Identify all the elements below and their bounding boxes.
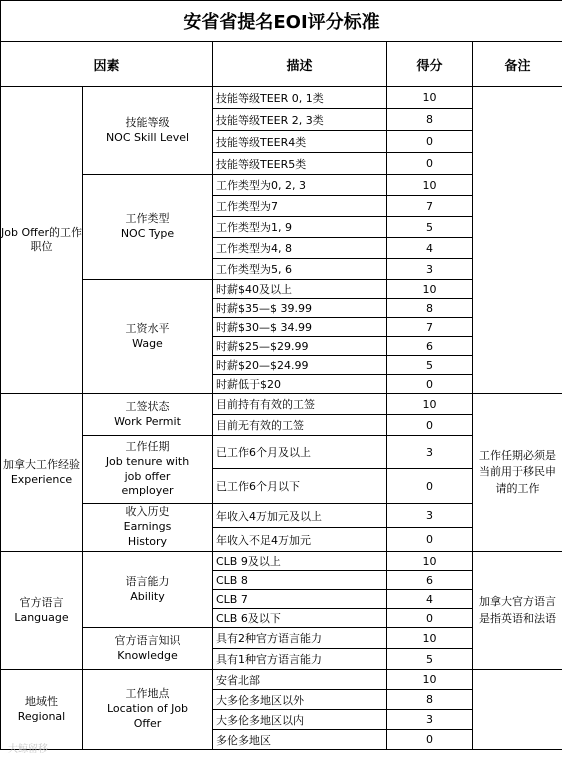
subfactor-cell-job-tenure <box>83 436 213 504</box>
row-score: 3 <box>387 436 473 469</box>
factor-label-en: Regional <box>17 709 66 723</box>
row-description: 多伦多地区 <box>213 730 387 750</box>
table-row <box>1 552 562 571</box>
row-description: 时薪$40及以上 <box>213 280 387 299</box>
row-description: 技能等级TEER 0, 1类 <box>213 87 387 109</box>
row-score: 5 <box>387 217 473 238</box>
row-score: 0 <box>387 153 473 175</box>
row-score: 4 <box>387 590 473 609</box>
row-score: 0 <box>387 609 473 628</box>
row-score: 3 <box>387 259 473 280</box>
table-row <box>1 670 562 690</box>
factor-label-zh: 地域性 <box>25 695 58 709</box>
subfactor-label-en: NOC Type <box>120 227 175 240</box>
row-description: 年收入不足4万加元 <box>213 528 387 552</box>
row-score: 7 <box>387 196 473 217</box>
row-score: 8 <box>387 109 473 131</box>
row-score: 0 <box>387 415 473 436</box>
row-score: 10 <box>387 552 473 571</box>
row-score: 8 <box>387 299 473 318</box>
row-score: 5 <box>387 356 473 375</box>
subfactor-label-en: Work Permit <box>114 414 181 428</box>
row-score: 6 <box>387 571 473 590</box>
row-score: 10 <box>387 670 473 690</box>
row-description: 工作类型为1, 9 <box>213 217 387 238</box>
row-score: 7 <box>387 318 473 337</box>
subfactor-cell-wage <box>83 280 213 394</box>
row-description: 大多伦多地区以外 <box>213 690 387 710</box>
subfactor-label-en: Knowledge <box>117 648 178 662</box>
row-score: 4 <box>387 238 473 259</box>
row-description: 年收入4万加元及以上 <box>213 504 387 528</box>
header-description: 描述 <box>213 42 387 87</box>
factor-cell-job-offer <box>1 87 83 394</box>
row-score: 10 <box>387 175 473 196</box>
row-description: 已工作6个月及以上 <box>213 436 387 469</box>
row-description: 安省北部 <box>213 670 387 690</box>
row-score: 0 <box>387 131 473 153</box>
subfactor-label-en: NOC Skill Level <box>105 130 190 144</box>
row-score: 3 <box>387 504 473 528</box>
header-score: 得分 <box>387 42 473 87</box>
row-description: CLB 9及以上 <box>213 552 387 571</box>
row-score: 0 <box>387 469 473 504</box>
row-description: 时薪$25—$29.99 <box>213 337 387 356</box>
row-description: 技能等级TEER 2, 3类 <box>213 109 387 131</box>
subfactor-cell-location <box>83 670 213 750</box>
row-description: 目前持有有效的工签 <box>213 394 387 415</box>
row-description: 工作类型为5, 6 <box>213 259 387 280</box>
row-description: 时薪$35—$ 39.99 <box>213 299 387 318</box>
factor-label-zh: 官方语言 <box>19 596 64 610</box>
row-score: 10 <box>387 280 473 299</box>
subfactor-cell-knowledge <box>83 628 213 670</box>
watermark: 大鲸留移 <box>8 744 48 755</box>
row-description: 大多伦多地区以内 <box>213 710 387 730</box>
table-row <box>1 394 562 415</box>
row-score: 0 <box>387 528 473 552</box>
subfactor-label-en: Earnings History <box>123 520 172 548</box>
subfactor-label-zh: 技能等级 <box>125 115 170 129</box>
row-score: 10 <box>387 394 473 415</box>
factor-label-en: Language <box>14 610 69 624</box>
subfactor-label-zh: 官方语言知识 <box>114 633 181 647</box>
subfactor-label-zh: 工资水平 <box>125 321 170 335</box>
row-score: 6 <box>387 337 473 356</box>
subfactor-label-en: Wage <box>132 336 163 350</box>
subfactor-cell-noc-type <box>83 175 213 280</box>
row-description: 时薪$30—$ 34.99 <box>213 318 387 337</box>
row-description: 时薪$20—$24.99 <box>213 356 387 375</box>
row-score: 8 <box>387 690 473 710</box>
row-description: 时薪低于$20 <box>213 375 387 394</box>
header-factor: 因素 <box>1 42 213 87</box>
subfactor-label-en: Ability <box>130 589 165 603</box>
note-cell-regional <box>473 670 562 750</box>
row-score: 5 <box>387 649 473 670</box>
subfactor-cell-earnings-history <box>83 504 213 552</box>
factor-label-zh: 加拿大工作经验 <box>3 458 80 472</box>
factor-cell-experience <box>1 394 83 552</box>
row-score: 10 <box>387 87 473 109</box>
row-description: 目前无有效的工签 <box>213 415 387 436</box>
row-description: 具有2种官方语言能力 <box>213 628 387 649</box>
row-description: 技能等级TEER5类 <box>213 153 387 175</box>
factor-label: Job Offer的工作职位 <box>1 225 82 253</box>
row-score: 0 <box>387 375 473 394</box>
page-title: 安省省提名EOI评分标准 <box>1 1 562 42</box>
row-description: 已工作6个月以下 <box>213 469 387 504</box>
row-description: 技能等级TEER4类 <box>213 131 387 153</box>
note-cell-job-offer <box>473 87 562 394</box>
table-row <box>1 87 562 109</box>
subfactor-label-en: Job tenure with job offer employer <box>105 454 190 498</box>
note-cell-experience: 工作任期必须是当前用于移民申请的工作 <box>473 394 562 552</box>
factor-cell-language <box>1 552 83 670</box>
header-note: 备注 <box>473 42 562 87</box>
row-description: CLB 7 <box>213 590 387 609</box>
subfactor-cell-ability <box>83 552 213 628</box>
row-description: CLB 8 <box>213 571 387 590</box>
subfactor-cell-skill-level <box>83 87 213 175</box>
subfactor-label-zh: 收入历史 <box>125 505 170 519</box>
subfactor-label-zh: 工作类型 <box>125 212 170 226</box>
factor-label-en: Experience <box>10 472 73 486</box>
subfactor-label-en: Location of Job Offer <box>106 702 189 730</box>
row-description: 工作类型为4, 8 <box>213 238 387 259</box>
row-score: 0 <box>387 730 473 750</box>
row-description: 具有1种官方语言能力 <box>213 649 387 670</box>
subfactor-cell-work-permit <box>83 394 213 436</box>
row-description: 工作类型为7 <box>213 196 387 217</box>
subfactor-label-zh: 工作任期 <box>125 439 170 453</box>
subfactor-label-zh: 工签状态 <box>125 399 170 413</box>
factor-cell-regional <box>1 670 83 750</box>
row-score: 10 <box>387 628 473 649</box>
note-cell-language: 加拿大官方语言是指英语和法语 <box>473 552 562 670</box>
subfactor-label-zh: 工作地点 <box>125 687 170 701</box>
row-score: 3 <box>387 710 473 730</box>
row-description: CLB 6及以下 <box>213 609 387 628</box>
row-description: 工作类型为0, 2, 3 <box>213 175 387 196</box>
subfactor-label-zh: 语言能力 <box>125 574 170 588</box>
